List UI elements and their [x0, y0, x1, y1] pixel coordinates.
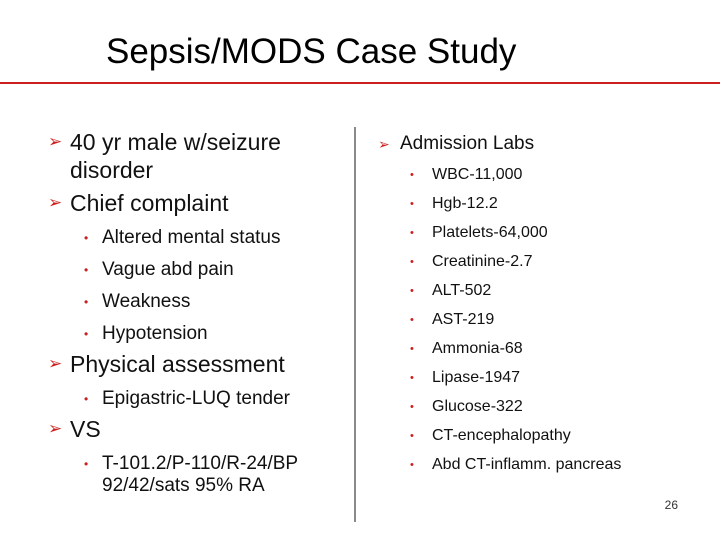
dot-bullet-icon: •	[410, 256, 414, 268]
lab-item-text: Ammonia-68	[432, 340, 523, 357]
labs-list	[378, 165, 708, 475]
bullet-admission-labs	[378, 132, 708, 156]
lab-item	[378, 281, 708, 301]
bullet-chief-complaint	[48, 189, 348, 345]
lab-item-text: WBC-11,000	[432, 166, 523, 183]
bullet-text: Physical assessment	[70, 351, 285, 377]
sub-item	[70, 259, 348, 281]
arrowhead-bullet-icon: ➢	[48, 419, 63, 438]
arrowhead-bullet-icon: ➢	[48, 354, 63, 373]
arrowhead-bullet-icon: ➢	[48, 193, 63, 212]
lab-item	[378, 310, 708, 330]
dot-bullet-icon: •	[410, 227, 414, 239]
lab-item-text: Abd CT-inflamm. pancreas	[432, 456, 622, 473]
sub-item-text: Hypotension	[102, 323, 208, 344]
dot-bullet-icon: •	[410, 430, 414, 442]
sub-list	[70, 388, 348, 410]
lab-item-text: CT-encephalopathy	[432, 427, 571, 444]
dot-bullet-icon: •	[410, 314, 414, 326]
lab-item	[378, 426, 708, 446]
sub-item	[70, 388, 348, 410]
bullet-text: 40 yr male w/seizure disorder	[70, 129, 281, 183]
dot-bullet-icon: •	[84, 231, 89, 245]
sub-list	[70, 453, 348, 497]
lab-item	[378, 368, 708, 388]
sub-item-text: Altered mental status	[102, 227, 281, 248]
lab-item	[378, 397, 708, 417]
lab-item	[378, 252, 708, 272]
lab-item-text: AST-219	[432, 311, 495, 328]
sub-item-text: Vague abd pain	[102, 259, 234, 280]
lab-item-text: Creatinine-2.7	[432, 253, 533, 270]
sub-list	[70, 227, 348, 345]
dot-bullet-icon: •	[84, 263, 89, 277]
bullet-physical-assessment	[48, 350, 348, 410]
sub-item	[70, 291, 348, 313]
bullet-text: Chief complaint	[70, 190, 229, 216]
dot-bullet-icon: •	[84, 295, 89, 309]
page-number: 26	[664, 498, 678, 512]
bullet-text: Admission Labs	[400, 133, 535, 154]
sub-item-text: T-101.2/P-110/R-24/BP 92/42/sats 95% RA	[102, 453, 298, 496]
lab-item-text: Platelets-64,000	[432, 224, 548, 241]
dot-bullet-icon: •	[84, 327, 89, 341]
arrowhead-bullet-icon: ➢	[378, 136, 390, 152]
lab-item-text: Lipase-1947	[432, 369, 521, 386]
column-divider	[354, 127, 356, 522]
dot-bullet-icon: •	[410, 459, 414, 471]
left-column	[48, 128, 348, 499]
slide-title: Sepsis/MODS Case Study	[106, 32, 517, 71]
dot-bullet-icon: •	[84, 457, 89, 471]
lab-item	[378, 339, 708, 359]
right-column	[378, 132, 708, 475]
title-underline	[0, 82, 720, 84]
lab-item-text: ALT-502	[432, 282, 492, 299]
lab-item-text: Glucose-322	[432, 398, 523, 415]
dot-bullet-icon: •	[410, 198, 414, 210]
lab-item	[378, 455, 708, 475]
sub-item-text: Weakness	[102, 291, 191, 312]
dot-bullet-icon: •	[410, 372, 414, 384]
lab-item	[378, 194, 708, 214]
bullet-vital-signs	[48, 415, 348, 497]
dot-bullet-icon: •	[410, 285, 414, 297]
dot-bullet-icon: •	[84, 392, 89, 406]
sub-item	[70, 323, 348, 345]
lab-item	[378, 223, 708, 243]
sub-item-text: Epigastric-LUQ tender	[102, 388, 290, 409]
lab-item-text: Hgb-12.2	[432, 195, 498, 212]
dot-bullet-icon: •	[410, 169, 414, 181]
bullet-text: VS	[70, 416, 101, 442]
left-bullet-list	[48, 128, 348, 497]
arrowhead-bullet-icon: ➢	[48, 132, 63, 151]
lab-item	[378, 165, 708, 185]
sub-item	[70, 227, 348, 249]
sub-item	[70, 453, 348, 497]
right-bullet-list	[378, 132, 708, 156]
bullet-patient	[48, 128, 348, 184]
dot-bullet-icon: •	[410, 343, 414, 355]
dot-bullet-icon: •	[410, 401, 414, 413]
